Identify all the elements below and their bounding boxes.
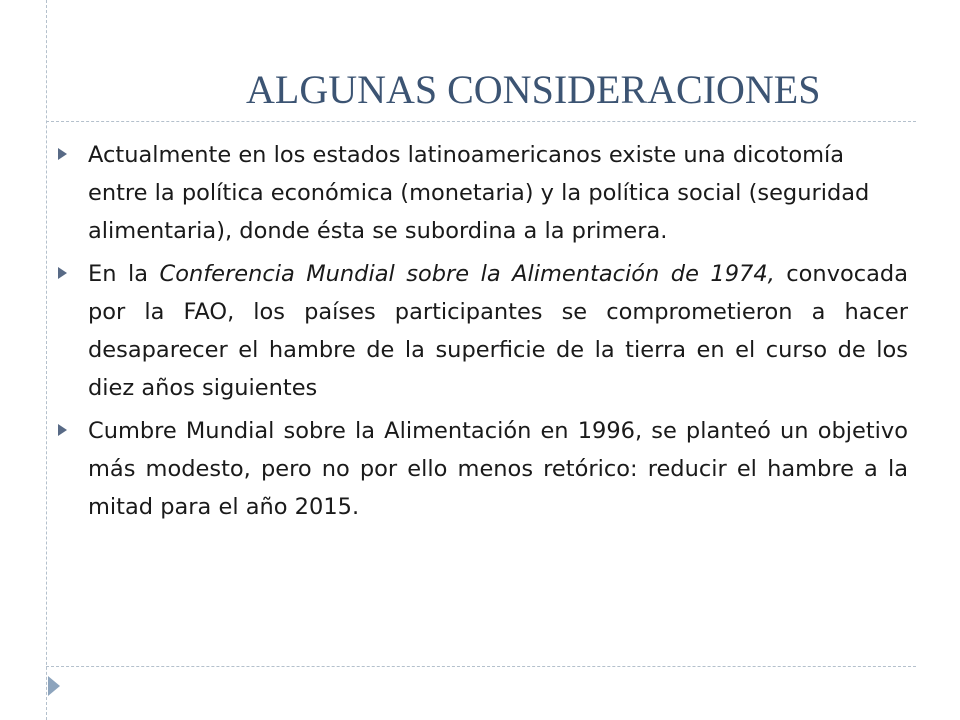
- triangle-right-icon: [58, 148, 67, 160]
- vertical-guide-line: [46, 0, 47, 720]
- bullet-item: [56, 136, 908, 250]
- bullet-list: [56, 136, 908, 531]
- bullet-item: [56, 255, 908, 407]
- bullet-text-prefix: En la: [88, 261, 160, 287]
- bullet-text-suffix: convocada por la FAO, los países participantes se comprometieron a hacer desaparecer el hambre de la superficie de la tierra en el curso de los diez años siguientes: [88, 261, 909, 401]
- bullet-text: Cumbre Mundial sobre la Alimentación en 1996, se planteó un objetivo más modesto, pero no por ello menos retórico: reducir el hambre a la mitad para el año 2015.: [88, 418, 908, 520]
- bullet-item: [56, 412, 908, 526]
- bullet-text: Actualmente en los estados latinoamericanos existe una dicotomía entre la política económica (monetaria) y la política social (seguridad alimentaria), donde ésta se subordina a la primera.: [88, 142, 870, 244]
- conference-name: Conferencia Mundial sobre la Alimentación de 1974,: [159, 261, 775, 287]
- triangle-right-icon: [48, 676, 60, 696]
- title-divider-line: [46, 121, 916, 122]
- triangle-right-icon: [58, 267, 67, 279]
- slide-title: ALGUNAS CONSIDERACIONES: [246, 67, 821, 112]
- triangle-right-icon: [58, 424, 67, 436]
- footer-divider-line: [46, 666, 916, 667]
